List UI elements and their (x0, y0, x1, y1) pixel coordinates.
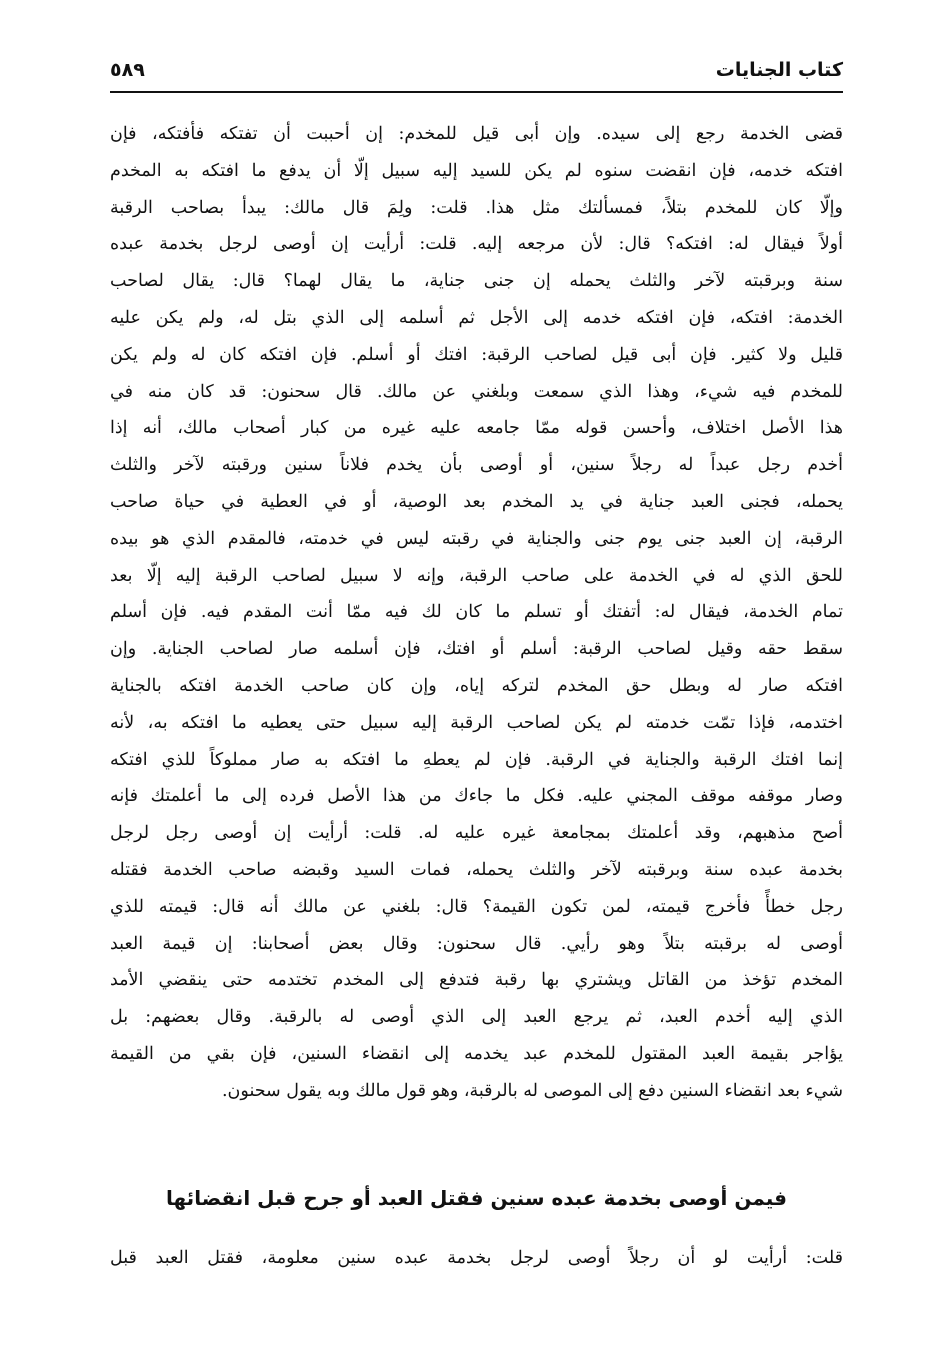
text-line: افتكه صار له وبطل حق المخدم لتركه إياه، وإن كان صاحب الخدمة افتكه بالجناية (110, 675, 843, 696)
text-line: سقط حقه وقيل لصاحب الرقبة: أسلم أو افتك، فإن أسلمه صار لصاحب الجناية. وإن (110, 639, 843, 660)
text-line: قلت: أرأيت لو أن رجلاً أوصى لرجل بخدمة عبده سنين معلومة، فقتل العبد قبل (110, 1248, 843, 1268)
text-line: أولاً فيقال له: افتكه؟ قال: لأن مرجعه إليه. قلت: أرأيت إن أوصى لرجل بخدمة عبده (110, 234, 843, 255)
section-text (110, 1240, 843, 1277)
page-number: ٥٨٩ (110, 59, 145, 81)
text-line: الرقبة، إن العبد جنى يوم جنى والجناية في رقبته ليس في خدمته، فالمقدم الذي هو بيده (110, 528, 843, 549)
text-line: يؤاجر بقيمة العبد المقتول للمخدم عبد يخدمه إلى انقضاء السنين، فإن بقي من القيمة (110, 1043, 843, 1064)
text-line: إنما افتك الرقبة والجناية في الرقبة. فإن لم يعطهِ ما افتكه به صار مملوكاً للذي افتكه (110, 749, 843, 770)
text-line: بخدمة عبده سنة وبرقبته لآخر والثلث يحمله، فمات السيد وقبضه صاحب الخدمة فقتله (110, 859, 843, 880)
text-line: افتكه خدمه، فإن انقضت سنوه لم يكن للسيد إليه سبيل إلّا أن يدفع ما افتكه به المخدم (110, 160, 843, 181)
text-line: شيء بعد انقضاء السنين دفع إلى الموصى له بالرقبة، وهو قول مالك وبه يقول سحنون. (221, 1080, 843, 1101)
text-line: هذا الأصل اختلاف، وأحسن قوله ممّا جامعه عليه غيره من كبار أصحاب مالك، أنه إذا (110, 418, 843, 439)
page-header (110, 55, 843, 93)
body-text (110, 116, 843, 1110)
text-line: أخدم رجل عبداً له رجلاً سنين، أو أوصى بأن يخدم فلاناً سنين ورقبته لآخر والثلث (110, 455, 843, 476)
section-heading: فيمن أوصى بخدمة عبده سنين فقتل العبد أو جرح قبل انقضائها (165, 1186, 788, 1210)
text-line: المخدم تؤخذ من القاتل ويشتري بها رقبة فتدفع إلى المخدم تختدمه حتى ينقضي الأمد (110, 970, 843, 991)
text-line: تمام الخدمة، فيقال له: أتفتك أو تسلم ما كان لك فيه ممّا أنت المقدم فيه. فإن أسلم (110, 602, 843, 623)
text-line: الخدمة: افتكه، فإن افتكه خدمه إلى الأجل ثم أسلمه إلى الذي بتل له، ولم يكن عليه (110, 307, 843, 328)
text-line: يحمله، فجنى العبد جناية في يد المخدم بعد الوصية، أو في العطية في حياة صاحب (110, 491, 843, 512)
text-line: وصار موقفه موقف المجني عليه. فكل ما جاءك من هذا الأصل فرده إلى ما أعلمتك فإنه (110, 786, 843, 807)
text-line: قليل ولا كثير. فإن أبى قيل لصاحب الرقبة: افتك أو أسلم. فإن افتكه كان له ولم يكن (110, 344, 843, 365)
text-line: للحق الذي له في الخدمة على صاحب الرقبة، وإنه لا سبيل لصاحب الرقبة إليه إلّا بعد (110, 565, 843, 586)
text-line: للمخدم فيه شيء، وهذا الذي سمعت وبلغني عن مالك. قال سحنون: قد كان منه في (110, 381, 843, 402)
text-line: رجل خطأً فأخرج قيمته، لمن تكون القيمة؟ قال: بلغني عن مالك أنه قال: قيمته للذي (110, 896, 843, 917)
text-line: اختدمه، فإذا تمّت خدمته لم يكن لصاحب الرقبة إليه سبيل حتى يعطيه ما افتكه به، لأنه (110, 712, 843, 733)
text-line: وإلّا كان للمخدم بتلاً، فمسألتك مثل هذا. قلت: ولِمَ قال مالك: يبدأ بصاحب الرقبة (110, 197, 843, 218)
text-line: أصح مذهبهم، وقد أعلمتك بمجامعة غيره عليه له. قلت: أرأيت إن أوصى رجل لرجل (110, 823, 843, 844)
running-title: كتاب الجنايات (715, 59, 843, 81)
text-line: قضى الخدمة رجع إلى سيده. وإن أبى قيل للمخدم: إن أحببت أن تفتكه فأفتكه، فإن (110, 124, 843, 144)
text-line: أوصى له برقبته بتلاً وهو رأيي. قال سحنون: وقال بعض أصحابنا: إن قيمة العبد (110, 933, 843, 954)
text-line: سنة وبرقبته لآخر والثلث يحمله إن جنى جناية، ما يقال لهما؟ قال: يقال لصاحب (110, 271, 843, 292)
text-line: الذي إليه أخدم العبد، ثم يرجع العبد إلى الذي أوصى له بالرقبة. وقال بعضهم: بل (110, 1007, 843, 1028)
